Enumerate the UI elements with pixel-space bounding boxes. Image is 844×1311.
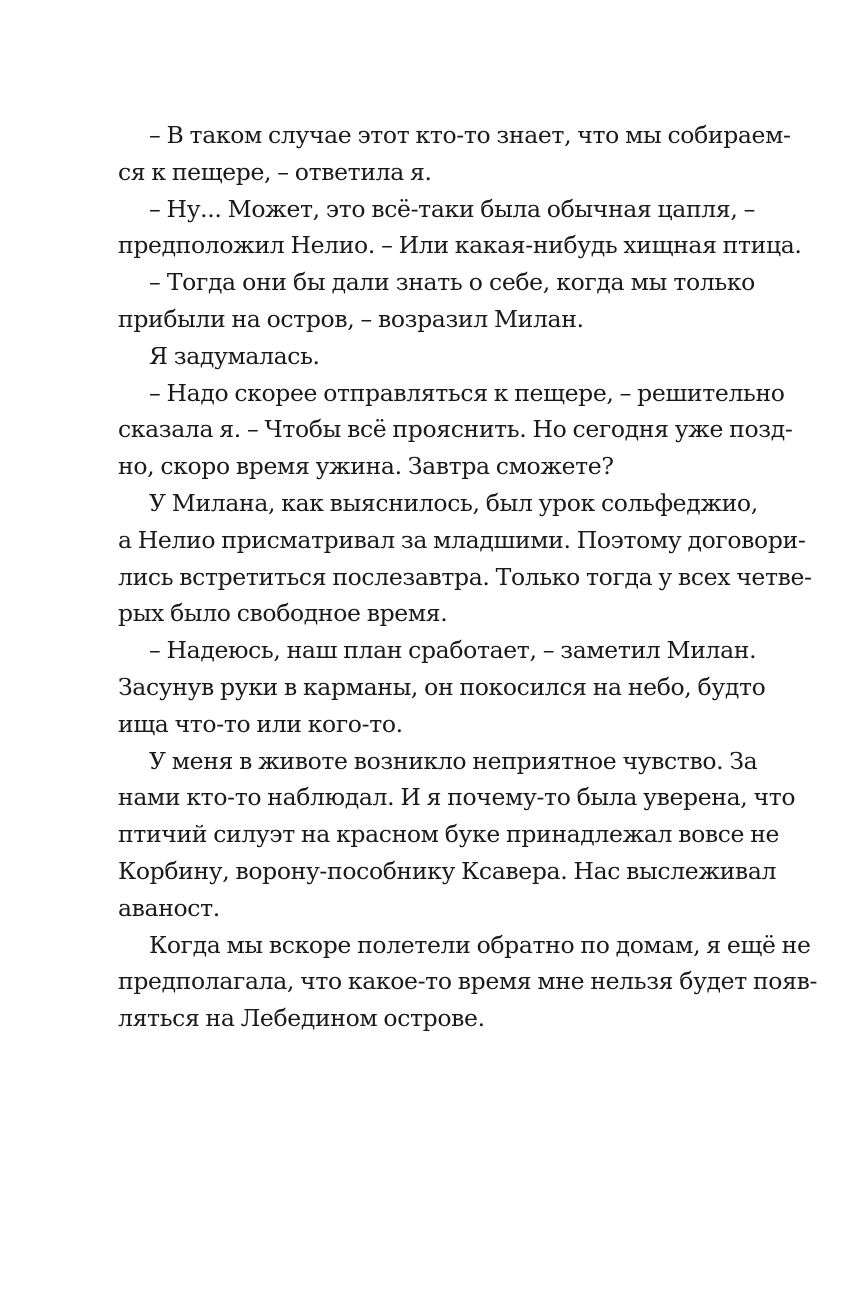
paragraph <box>118 264 755 338</box>
paragraph <box>118 485 812 632</box>
text-line: – В таком случае этот кто-то знает, что мы собираем- <box>149 121 791 149</box>
text-line: предположил Нелио. – Или какая-нибудь хищная птица. <box>118 231 802 260</box>
paragraph <box>118 632 766 742</box>
text-line: предполагала, что какое-то время мне нельзя будет появ- <box>118 967 818 996</box>
text-line: Корбину, ворону-пособнику Ксавера. Нас выслеживал <box>118 856 777 885</box>
text-line: ища что-то или кого-то. <box>118 709 403 738</box>
text-line: нами кто-то наблюдал. И я почему-то была уверена, что <box>118 783 796 812</box>
text-line: птичий силуэт на красном буке принадлежал вовсе не <box>118 820 780 849</box>
paragraph <box>118 338 755 375</box>
book-page-text <box>118 117 818 1037</box>
text-line: сказала я. – Чтобы всё прояснить. Но сегодня уже позд- <box>118 415 793 444</box>
text-line: прибыли на остров, – возразил Милан. <box>118 304 584 333</box>
text-line: Когда мы вскоре полетели обратно по домам, я ещё не <box>149 930 811 959</box>
paragraph <box>118 927 818 1037</box>
text-line: У Милана, как выяснилось, был урок сольфеджио, <box>149 488 758 517</box>
text-line: но, скоро время ужина. Завтра сможете? <box>118 452 614 481</box>
text-line: У меня в животе возникло неприятное чувство. За <box>149 746 758 775</box>
text-line: – Ну... Может, это всё-таки была обычная цапля, – <box>149 194 755 223</box>
paragraph <box>118 375 793 485</box>
paragraph <box>118 743 796 927</box>
text-line: – Надеюсь, наш план сработает, – заметил Милан. <box>149 636 757 665</box>
text-line: рых было свободное время. <box>118 599 448 628</box>
text-line: а Нелио присматривал за младшими. Поэтому договори- <box>118 525 806 554</box>
paragraph <box>118 191 802 265</box>
text-line: лись встретиться послезавтра. Только тогда у всех четве- <box>118 562 812 591</box>
text-line: – Надо скорее отправляться к пещере, – решительно <box>149 378 785 407</box>
text-line: – Тогда они бы дали знать о себе, когда мы только <box>149 268 755 297</box>
paragraph <box>118 117 791 191</box>
text-line: ся к пещере, – ответила я. <box>118 157 432 186</box>
text-line: ляться на Лебедином острове. <box>118 1004 485 1033</box>
text-line: Я задумалась. <box>149 341 320 370</box>
text-line: аваност. <box>118 893 220 922</box>
text-line: Засунув руки в карманы, он покосился на небо, будто <box>118 672 766 701</box>
